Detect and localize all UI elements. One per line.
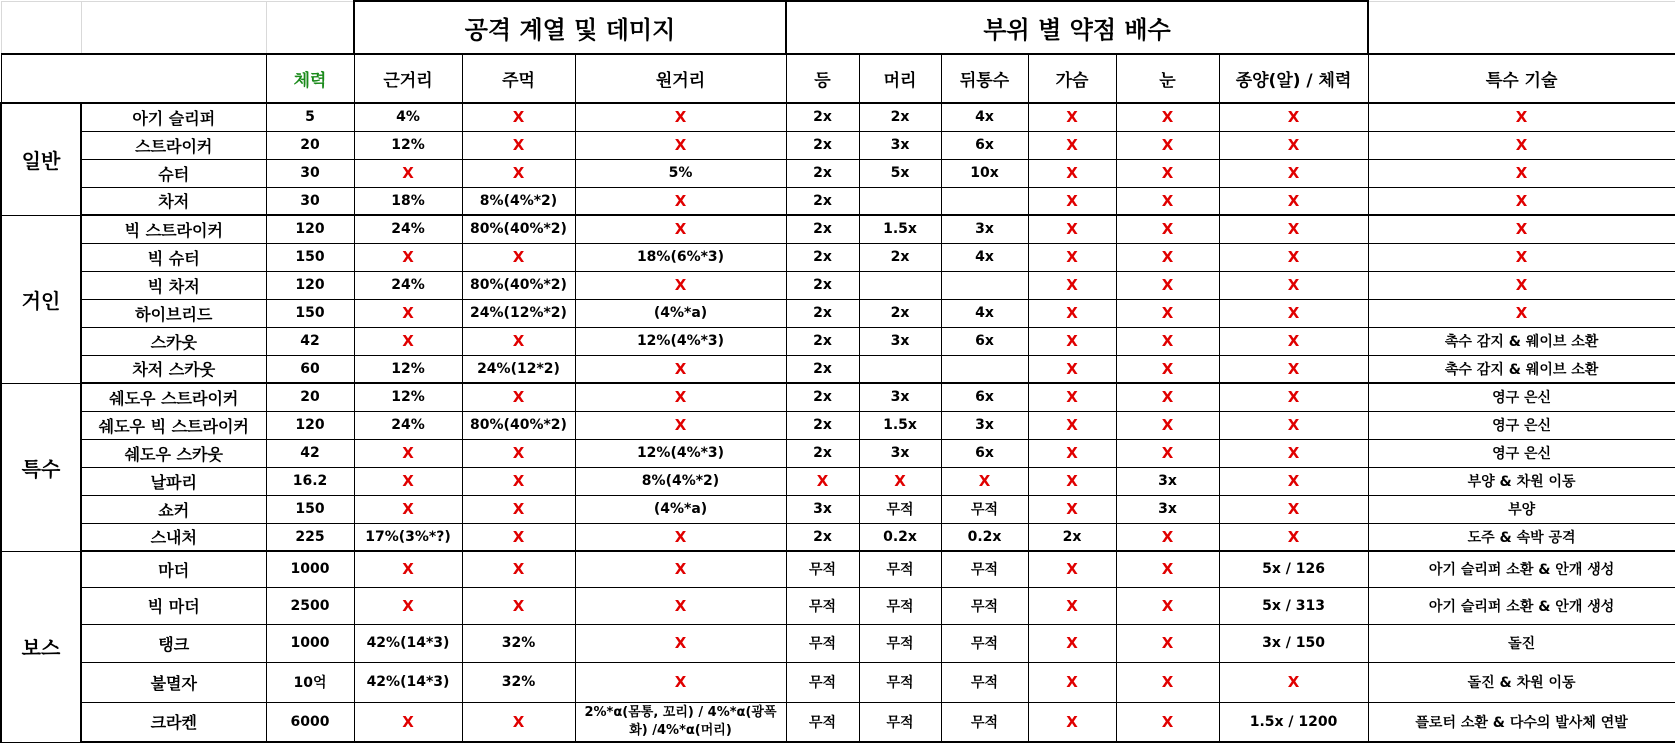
- hp-value: 10억: [266, 662, 354, 702]
- cell-tumor: X: [1219, 243, 1368, 271]
- group-label: 보스: [1, 551, 81, 742]
- cell-melee: X: [354, 467, 462, 495]
- table-row: [1, 103, 1675, 131]
- cell-melee: 17%(3%*?): [354, 523, 462, 551]
- hp-value: 150: [266, 299, 354, 327]
- cell-punch: X: [462, 587, 575, 624]
- cell-skill: X: [1368, 271, 1675, 299]
- cell-back: 2x: [786, 243, 859, 271]
- cell-tumor: 3x / 150: [1219, 624, 1368, 662]
- header-back: 등: [786, 54, 859, 103]
- cell-eye: X: [1116, 299, 1219, 327]
- cell-skill: 영구 은신: [1368, 439, 1675, 467]
- hp-value: 6000: [266, 702, 354, 742]
- monster-name: 탱크: [81, 624, 266, 662]
- cell-melee: X: [354, 299, 462, 327]
- cell-eye: X: [1116, 551, 1219, 587]
- cell-back: 2x: [786, 299, 859, 327]
- cell-ranged: 2%*α(몸통, 꼬리) / 4%*α(광폭화) /4%*α(머리): [575, 702, 786, 742]
- cell-head: X: [859, 467, 941, 495]
- hp-value: 120: [266, 215, 354, 243]
- monster-name: 쉐도우 스트라이커: [81, 383, 266, 411]
- cell-tumor: X: [1219, 271, 1368, 299]
- header-melee: 근거리: [354, 54, 462, 103]
- cell-eye: X: [1116, 131, 1219, 159]
- cell-eye: X: [1116, 411, 1219, 439]
- cell-eye: X: [1116, 523, 1219, 551]
- cell-skill: X: [1368, 159, 1675, 187]
- cell-chest: X: [1028, 327, 1116, 355]
- cell-melee: X: [354, 495, 462, 523]
- cell-head: 무적: [859, 495, 941, 523]
- cell-nape: 10x: [941, 159, 1028, 187]
- cell-punch: X: [462, 523, 575, 551]
- cell-head: 무적: [859, 624, 941, 662]
- cell-tumor: X: [1219, 159, 1368, 187]
- table-row: [1, 495, 1675, 523]
- cell-punch: X: [462, 383, 575, 411]
- hp-value: 30: [266, 159, 354, 187]
- cell-nape: [941, 187, 1028, 215]
- cell-melee: X: [354, 439, 462, 467]
- cell-nape: 6x: [941, 131, 1028, 159]
- hp-value: 150: [266, 243, 354, 271]
- table-row: [1, 271, 1675, 299]
- cell-skill: 영구 은신: [1368, 411, 1675, 439]
- table-row: [1, 327, 1675, 355]
- hp-value: 2500: [266, 587, 354, 624]
- cell-skill: 돌진 & 차원 이동: [1368, 662, 1675, 702]
- table-row: [1, 624, 1675, 662]
- header-nape: 뒤통수: [941, 54, 1028, 103]
- monster-name: 차저 스카웃: [81, 355, 266, 383]
- cell-nape: [941, 355, 1028, 383]
- cell-punch: X: [462, 495, 575, 523]
- cell-nape: 무적: [941, 551, 1028, 587]
- cell-back: 2x: [786, 383, 859, 411]
- cell-tumor: 5x / 313: [1219, 587, 1368, 624]
- monster-name: 불멸자: [81, 662, 266, 702]
- cell-melee: 12%: [354, 131, 462, 159]
- cell-punch: 32%: [462, 624, 575, 662]
- monster-name: 마더: [81, 551, 266, 587]
- cell-melee: X: [354, 243, 462, 271]
- cell-nape: 3x: [941, 215, 1028, 243]
- cell-skill: X: [1368, 103, 1675, 131]
- cell-ranged: X: [575, 355, 786, 383]
- monster-name: 빅 슈터: [81, 243, 266, 271]
- cell-chest: X: [1028, 439, 1116, 467]
- cell-ranged: 8%(4%*2): [575, 467, 786, 495]
- cell-melee: 42%(14*3): [354, 624, 462, 662]
- cell-back: 2x: [786, 523, 859, 551]
- empty-cell: [1, 1, 81, 54]
- group-label: 거인: [1, 215, 81, 383]
- cell-eye: X: [1116, 355, 1219, 383]
- monster-name: 차저: [81, 187, 266, 215]
- cell-tumor: X: [1219, 131, 1368, 159]
- cell-chest: X: [1028, 495, 1116, 523]
- header-skill: 특수 기술: [1368, 54, 1675, 103]
- cell-punch: 8%(4%*2): [462, 187, 575, 215]
- group-label: 일반: [1, 103, 81, 215]
- cell-skill: 아기 슬리퍼 소환 & 안개 생성: [1368, 587, 1675, 624]
- cell-tumor: X: [1219, 495, 1368, 523]
- cell-tumor: 1.5x / 1200: [1219, 702, 1368, 742]
- cell-skill: X: [1368, 187, 1675, 215]
- cell-chest: X: [1028, 551, 1116, 587]
- header-chest: 가슴: [1028, 54, 1116, 103]
- cell-head: 3x: [859, 383, 941, 411]
- cell-tumor: X: [1219, 383, 1368, 411]
- header-ranged: 원거리: [575, 54, 786, 103]
- monster-name: 쇼커: [81, 495, 266, 523]
- monster-name: 스내처: [81, 523, 266, 551]
- table-row: [1, 355, 1675, 383]
- cell-head: 2x: [859, 103, 941, 131]
- cell-punch: 80%(40%*2): [462, 411, 575, 439]
- cell-nape: 무적: [941, 587, 1028, 624]
- monster-name: 스트라이커: [81, 131, 266, 159]
- cell-chest: X: [1028, 243, 1116, 271]
- cell-nape: 6x: [941, 327, 1028, 355]
- table-row: [1, 439, 1675, 467]
- cell-chest: X: [1028, 131, 1116, 159]
- cell-melee: X: [354, 587, 462, 624]
- cell-back: 2x: [786, 131, 859, 159]
- cell-skill: 촉수 감지 & 웨이브 소환: [1368, 355, 1675, 383]
- cell-skill: X: [1368, 215, 1675, 243]
- header-blank: [1, 54, 266, 103]
- cell-head: 무적: [859, 587, 941, 624]
- table-row: [1, 523, 1675, 551]
- cell-head: 1.5x: [859, 215, 941, 243]
- table-row: [1, 587, 1675, 624]
- cell-ranged: X: [575, 662, 786, 702]
- cell-skill: X: [1368, 299, 1675, 327]
- cell-back: 2x: [786, 215, 859, 243]
- monster-name: 스카웃: [81, 327, 266, 355]
- table-row: [1, 662, 1675, 702]
- cell-eye: X: [1116, 439, 1219, 467]
- cell-punch: 24%(12%*2): [462, 299, 575, 327]
- hp-value: 120: [266, 271, 354, 299]
- cell-ranged: (4%*a): [575, 299, 786, 327]
- cell-eye: X: [1116, 587, 1219, 624]
- cell-ranged: X: [575, 187, 786, 215]
- cell-ranged: X: [575, 131, 786, 159]
- monster-name: 빅 마더: [81, 587, 266, 624]
- cell-head: 5x: [859, 159, 941, 187]
- empty-cell: [81, 1, 266, 54]
- cell-eye: X: [1116, 271, 1219, 299]
- cell-back: 무적: [786, 702, 859, 742]
- cell-tumor: 5x / 126: [1219, 551, 1368, 587]
- cell-nape: 6x: [941, 383, 1028, 411]
- cell-head: [859, 355, 941, 383]
- cell-ranged: X: [575, 103, 786, 131]
- cell-back: 2x: [786, 355, 859, 383]
- cell-melee: 24%: [354, 271, 462, 299]
- cell-back: 무적: [786, 624, 859, 662]
- hp-value: 42: [266, 327, 354, 355]
- cell-ranged: X: [575, 411, 786, 439]
- cell-skill: X: [1368, 131, 1675, 159]
- cell-tumor: X: [1219, 215, 1368, 243]
- monster-name: 빅 스트라이커: [81, 215, 266, 243]
- cell-head: 무적: [859, 551, 941, 587]
- cell-head: 3x: [859, 131, 941, 159]
- table-row: [1, 131, 1675, 159]
- hp-value: 225: [266, 523, 354, 551]
- hp-value: 5: [266, 103, 354, 131]
- monster-name: 크라켄: [81, 702, 266, 742]
- header-hp: 체력: [266, 54, 354, 103]
- cell-back: X: [786, 467, 859, 495]
- cell-back: 2x: [786, 187, 859, 215]
- monster-name: 아기 슬리퍼: [81, 103, 266, 131]
- hp-value: 20: [266, 383, 354, 411]
- header-eye: 눈: [1116, 54, 1219, 103]
- cell-head: [859, 187, 941, 215]
- cell-head: 무적: [859, 662, 941, 702]
- cell-eye: X: [1116, 702, 1219, 742]
- cell-punch: X: [462, 702, 575, 742]
- cell-tumor: X: [1219, 187, 1368, 215]
- cell-chest: X: [1028, 103, 1116, 131]
- cell-head: 3x: [859, 327, 941, 355]
- monster-name: 쉐도우 스카웃: [81, 439, 266, 467]
- cell-head: 무적: [859, 702, 941, 742]
- monster-name: 빅 차저: [81, 271, 266, 299]
- table-row: [1, 702, 1675, 742]
- title-row: [1, 1, 1675, 54]
- cell-nape: 3x: [941, 411, 1028, 439]
- cell-melee: X: [354, 327, 462, 355]
- cell-back: 무적: [786, 587, 859, 624]
- cell-chest: X: [1028, 159, 1116, 187]
- cell-eye: X: [1116, 383, 1219, 411]
- hp-value: 1000: [266, 551, 354, 587]
- cell-eye: X: [1116, 103, 1219, 131]
- cell-chest: X: [1028, 271, 1116, 299]
- monster-name: 날파리: [81, 467, 266, 495]
- cell-punch: X: [462, 327, 575, 355]
- cell-skill: 도주 & 속박 공격: [1368, 523, 1675, 551]
- cell-melee: 4%: [354, 103, 462, 131]
- cell-eye: X: [1116, 624, 1219, 662]
- cell-eye: X: [1116, 159, 1219, 187]
- cell-tumor: X: [1219, 523, 1368, 551]
- cell-back: 무적: [786, 551, 859, 587]
- hp-value: 120: [266, 411, 354, 439]
- cell-head: 2x: [859, 243, 941, 271]
- cell-punch: X: [462, 439, 575, 467]
- cell-chest: X: [1028, 299, 1116, 327]
- cell-eye: 3x: [1116, 495, 1219, 523]
- cell-nape: X: [941, 467, 1028, 495]
- cell-melee: 42%(14*3): [354, 662, 462, 702]
- empty-cell: [266, 1, 354, 54]
- table-row: [1, 551, 1675, 587]
- cell-tumor: X: [1219, 327, 1368, 355]
- cell-ranged: X: [575, 271, 786, 299]
- cell-chest: X: [1028, 702, 1116, 742]
- header-head: 머리: [859, 54, 941, 103]
- hp-value: 16.2: [266, 467, 354, 495]
- table-row: [1, 187, 1675, 215]
- hp-value: 60: [266, 355, 354, 383]
- cell-back: 2x: [786, 439, 859, 467]
- monster-name: 슈터: [81, 159, 266, 187]
- cell-punch: 80%(40%*2): [462, 215, 575, 243]
- cell-head: 3x: [859, 439, 941, 467]
- cell-chest: X: [1028, 383, 1116, 411]
- cell-back: 2x: [786, 159, 859, 187]
- cell-chest: X: [1028, 662, 1116, 702]
- cell-skill: X: [1368, 243, 1675, 271]
- empty-cell: [1368, 1, 1675, 54]
- cell-melee: X: [354, 702, 462, 742]
- cell-skill: 부양 & 차원 이동: [1368, 467, 1675, 495]
- cell-punch: 80%(40%*2): [462, 271, 575, 299]
- cell-ranged: 12%(4%*3): [575, 327, 786, 355]
- cell-skill: 촉수 감지 & 웨이브 소환: [1368, 327, 1675, 355]
- cell-punch: 32%: [462, 662, 575, 702]
- cell-chest: X: [1028, 587, 1116, 624]
- attack-group-title: 공격 계열 및 데미지: [354, 1, 786, 54]
- cell-tumor: X: [1219, 299, 1368, 327]
- hp-value: 150: [266, 495, 354, 523]
- cell-nape: 무적: [941, 624, 1028, 662]
- cell-head: 2x: [859, 299, 941, 327]
- cell-chest: X: [1028, 355, 1116, 383]
- cell-tumor: X: [1219, 439, 1368, 467]
- table-row: [1, 159, 1675, 187]
- cell-punch: X: [462, 159, 575, 187]
- cell-melee: 12%: [354, 383, 462, 411]
- cell-chest: X: [1028, 215, 1116, 243]
- table-row: [1, 411, 1675, 439]
- cell-back: 2x: [786, 103, 859, 131]
- hp-value: 20: [266, 131, 354, 159]
- cell-skill: 아기 슬리퍼 소환 & 안개 생성: [1368, 551, 1675, 587]
- cell-punch: X: [462, 551, 575, 587]
- table-row: [1, 299, 1675, 327]
- cell-tumor: X: [1219, 411, 1368, 439]
- monster-name: 하이브리드: [81, 299, 266, 327]
- cell-ranged: 18%(6%*3): [575, 243, 786, 271]
- cell-tumor: X: [1219, 467, 1368, 495]
- cell-melee: 12%: [354, 355, 462, 383]
- cell-melee: 24%: [354, 411, 462, 439]
- hp-value: 42: [266, 439, 354, 467]
- table-row: [1, 467, 1675, 495]
- cell-nape: 4x: [941, 243, 1028, 271]
- cell-skill: 돌진: [1368, 624, 1675, 662]
- cell-ranged: X: [575, 523, 786, 551]
- hp-value: 30: [266, 187, 354, 215]
- table-row: [1, 383, 1675, 411]
- cell-head: 1.5x: [859, 411, 941, 439]
- cell-punch: X: [462, 103, 575, 131]
- cell-tumor: X: [1219, 103, 1368, 131]
- cell-eye: X: [1116, 662, 1219, 702]
- cell-skill: 영구 은신: [1368, 383, 1675, 411]
- cell-nape: 무적: [941, 495, 1028, 523]
- header-tumor: 종양(알) / 체력: [1219, 54, 1368, 103]
- cell-punch: X: [462, 131, 575, 159]
- cell-eye: X: [1116, 327, 1219, 355]
- cell-head: [859, 271, 941, 299]
- cell-eye: 3x: [1116, 467, 1219, 495]
- weakness-group-title: 부위 별 약점 배수: [786, 1, 1368, 54]
- cell-nape: 무적: [941, 702, 1028, 742]
- group-label: 특수: [1, 383, 81, 551]
- cell-back: 2x: [786, 411, 859, 439]
- cell-punch: 24%(12*2): [462, 355, 575, 383]
- cell-back: 3x: [786, 495, 859, 523]
- cell-ranged: X: [575, 551, 786, 587]
- cell-tumor: X: [1219, 355, 1368, 383]
- cell-eye: X: [1116, 187, 1219, 215]
- cell-skill: 플로터 소환 & 다수의 발사체 연발: [1368, 702, 1675, 742]
- cell-back: 2x: [786, 327, 859, 355]
- cell-back: 무적: [786, 662, 859, 702]
- table-row: [1, 243, 1675, 271]
- cell-ranged: X: [575, 624, 786, 662]
- table-row: [1, 215, 1675, 243]
- hp-value: 1000: [266, 624, 354, 662]
- cell-ranged: X: [575, 587, 786, 624]
- cell-chest: X: [1028, 624, 1116, 662]
- cell-eye: X: [1116, 215, 1219, 243]
- cell-nape: 4x: [941, 103, 1028, 131]
- cell-nape: 6x: [941, 439, 1028, 467]
- cell-melee: 24%: [354, 215, 462, 243]
- cell-back: 2x: [786, 271, 859, 299]
- cell-tumor: X: [1219, 662, 1368, 702]
- cell-skill: 부양: [1368, 495, 1675, 523]
- cell-ranged: 5%: [575, 159, 786, 187]
- cell-melee: 18%: [354, 187, 462, 215]
- cell-ranged: X: [575, 383, 786, 411]
- cell-chest: X: [1028, 467, 1116, 495]
- cell-eye: X: [1116, 243, 1219, 271]
- cell-nape: 0.2x: [941, 523, 1028, 551]
- monster-name: 쉐도우 빅 스트라이커: [81, 411, 266, 439]
- cell-nape: 4x: [941, 299, 1028, 327]
- cell-chest: X: [1028, 187, 1116, 215]
- cell-melee: X: [354, 551, 462, 587]
- header-punch: 주먹: [462, 54, 575, 103]
- cell-ranged: 12%(4%*3): [575, 439, 786, 467]
- cell-head: 0.2x: [859, 523, 941, 551]
- cell-ranged: X: [575, 215, 786, 243]
- column-header-row: [1, 54, 1675, 103]
- cell-punch: X: [462, 467, 575, 495]
- cell-chest: 2x: [1028, 523, 1116, 551]
- cell-nape: [941, 271, 1028, 299]
- cell-chest: X: [1028, 411, 1116, 439]
- cell-melee: X: [354, 159, 462, 187]
- cell-ranged: (4%*a): [575, 495, 786, 523]
- cell-punch: X: [462, 243, 575, 271]
- cell-nape: 무적: [941, 662, 1028, 702]
